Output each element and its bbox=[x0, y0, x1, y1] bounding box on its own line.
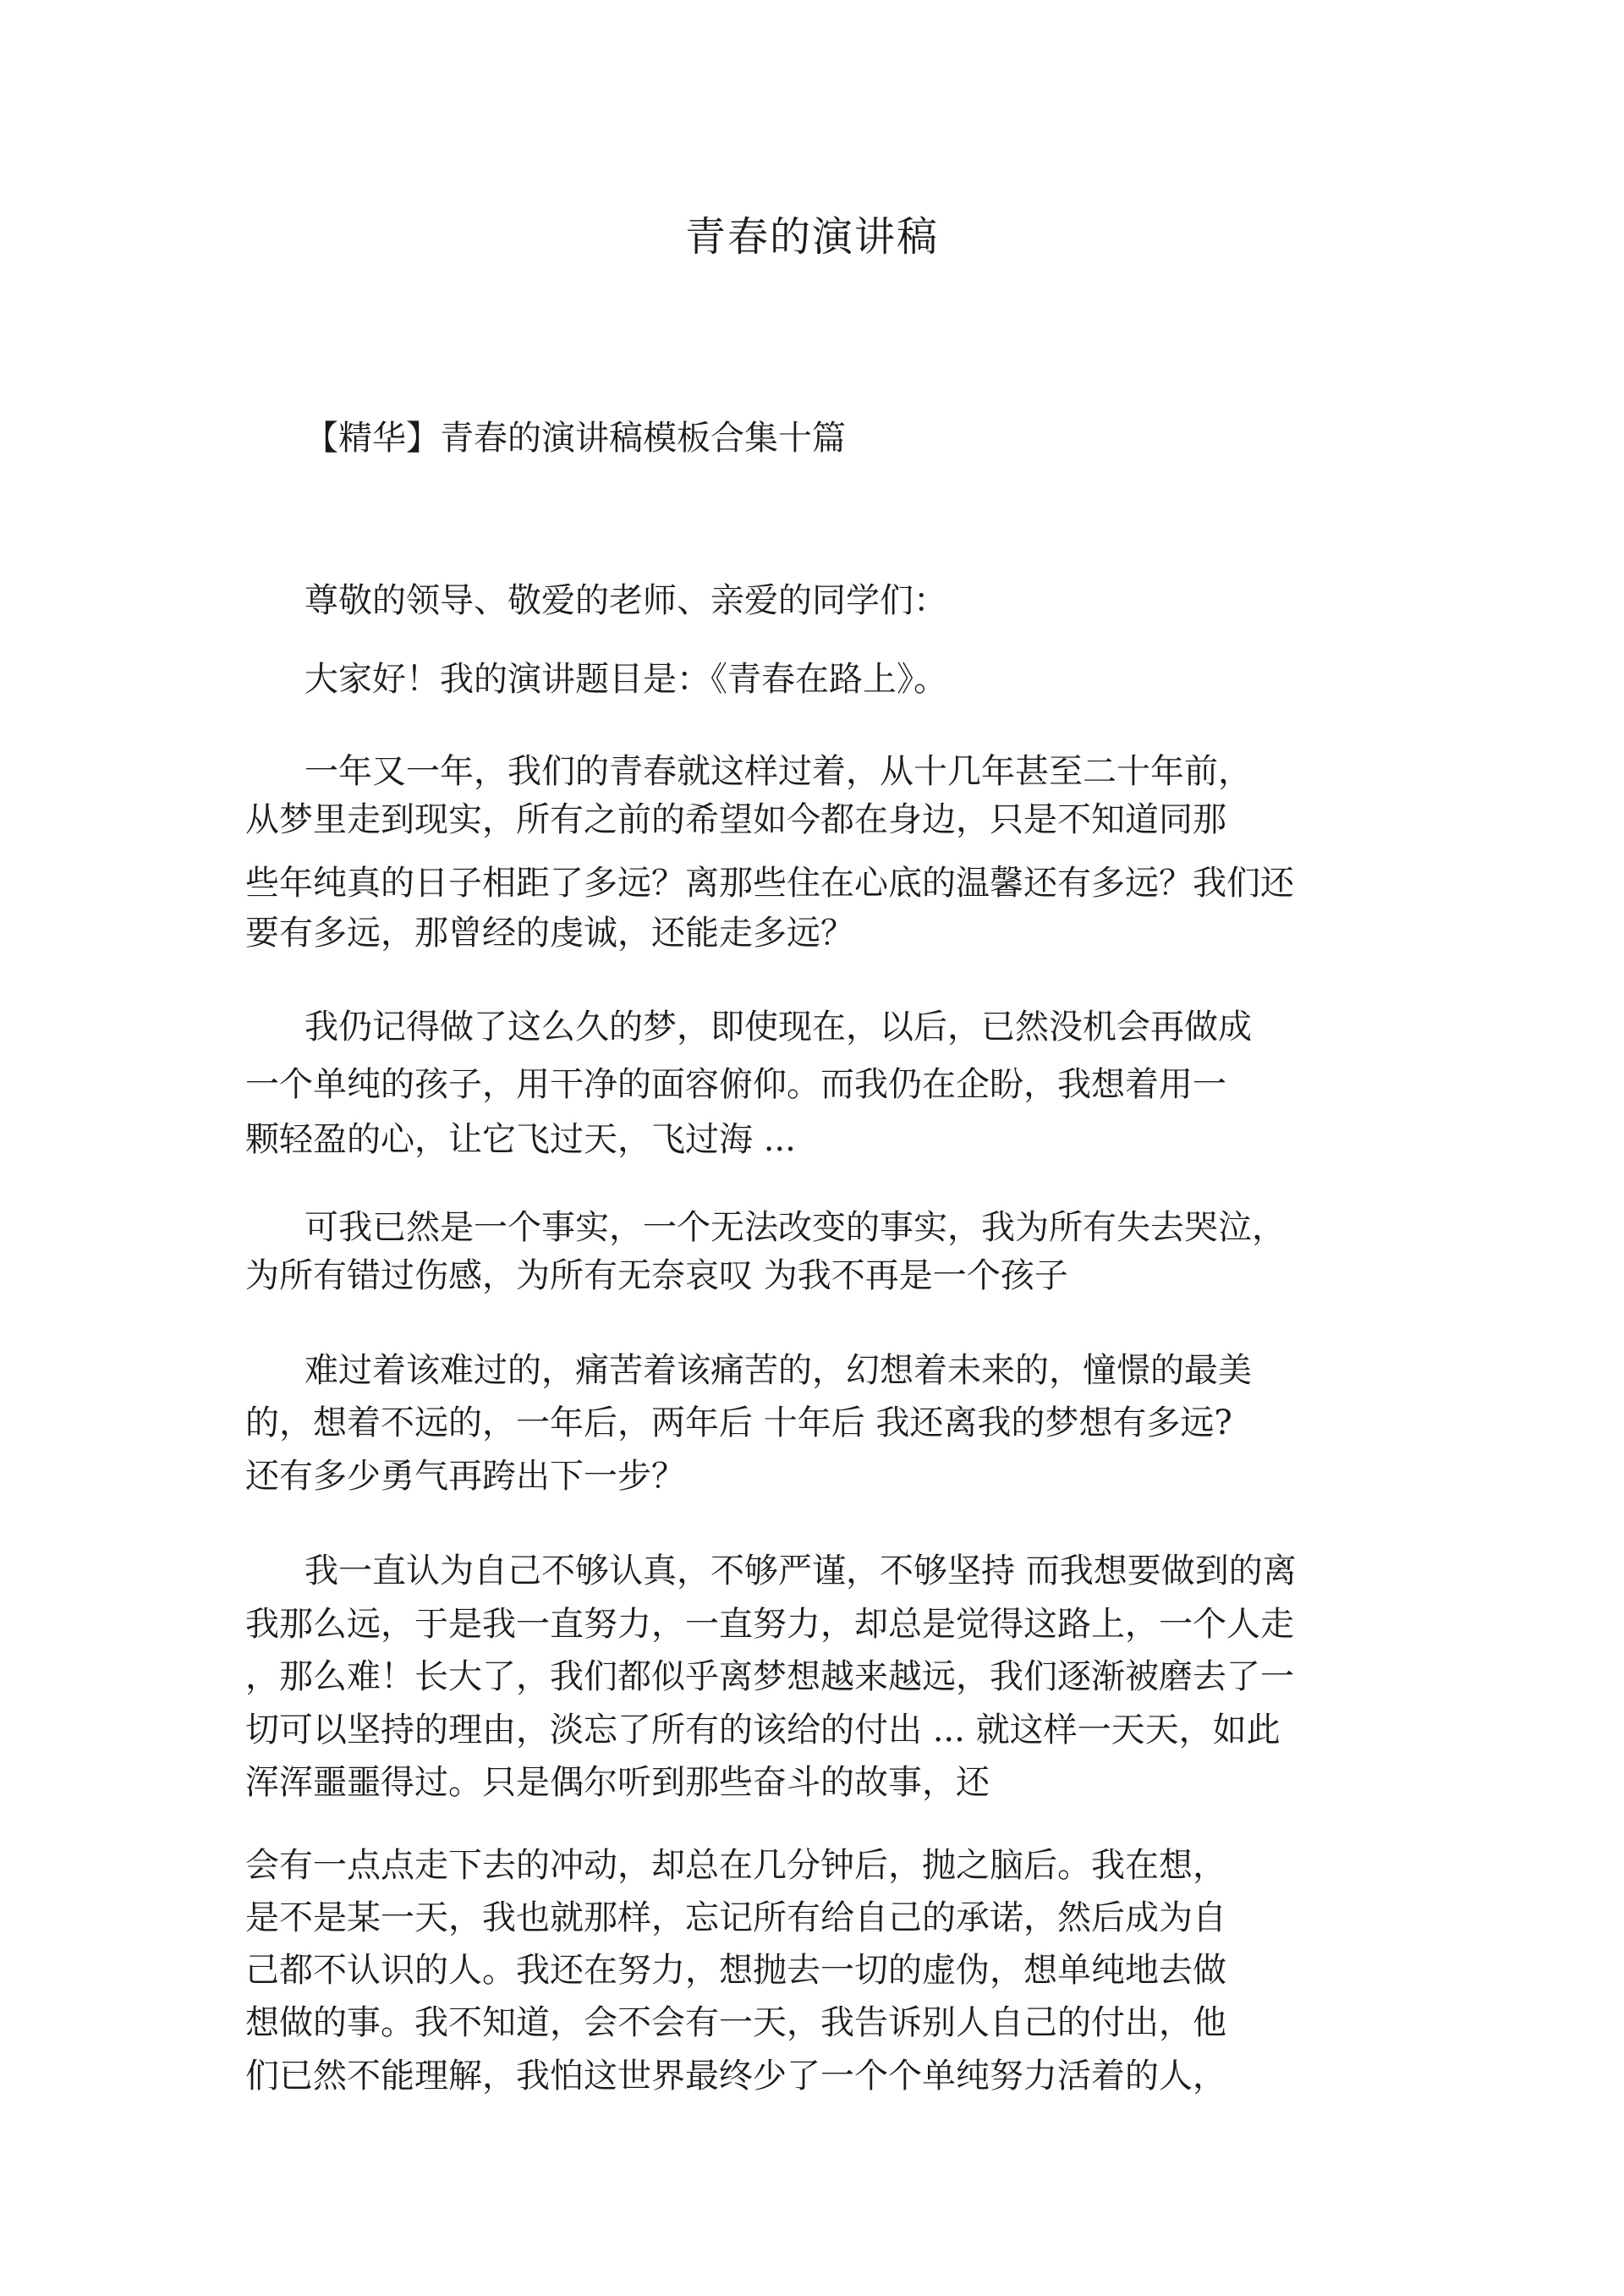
paragraph-line: 为所有错过伤感，为所有无奈哀叹 为我不再是一个孩子 bbox=[245, 1256, 1068, 1295]
paragraph-line: 切可以坚持的理由，淡忘了所有的该给的付出 ... 就这样一天天，如此 bbox=[245, 1711, 1281, 1749]
paragraph-line: 己都不认识的人。我还在努力，想抛去一切的虚伪，想单纯地去做 bbox=[245, 1951, 1226, 1990]
paragraph-line: 我那么远，于是我一直努力，一直努力，却总是觉得这路上，一个人走 bbox=[245, 1605, 1294, 1644]
paragraph-line: 我仍记得做了这么久的梦，即使现在，以后，已然没机会再做成 bbox=[304, 1008, 1252, 1046]
paragraph-line: 可我已然是一个事实，一个无法改变的事实，我为所有失去哭泣， bbox=[304, 1208, 1286, 1247]
greeting-line: 大家好！我的演讲题目是：《青春在路上》。 bbox=[304, 660, 947, 699]
paragraph-line: 颗轻盈的心，让它飞过天，飞过海 ... bbox=[245, 1120, 796, 1159]
paragraph-line: ，那么难！长大了，我们都似乎离梦想越来越远，我们逐渐被磨去了一 bbox=[245, 1657, 1294, 1696]
paragraph-line: 一个单纯的孩子，用干净的面容俯仰。而我仍在企盼，我想着用一 bbox=[245, 1065, 1226, 1104]
paragraph-line: 想做的事。我不知道，会不会有一天，我告诉别人自己的付出，他 bbox=[245, 2003, 1226, 2042]
paragraph-line: 们已然不能理解，我怕这世界最终少了一个个单纯努力活着的人， bbox=[245, 2057, 1226, 2096]
paragraph-line: 浑浑噩噩得过。只是偶尔听到那些奋斗的故事，还 bbox=[245, 1763, 990, 1802]
paragraph-line: 是不是某一天，我也就那样，忘记所有给自己的承诺，然后成为自 bbox=[245, 1898, 1226, 1937]
paragraph-line: 的，想着不远的，一年后，两年后 十年后 我还离我的梦想有多远? bbox=[245, 1403, 1232, 1442]
document-title: 青春的演讲稿 bbox=[684, 213, 939, 261]
paragraph-line: 会有一点点走下去的冲动，却总在几分钟后，抛之脑后。我在想， bbox=[245, 1846, 1226, 1885]
paragraph-line: 要有多远，那曾经的虔诚，还能走多远？ bbox=[245, 914, 854, 953]
document-subtitle: 【精华】青春的演讲稿模板合集十篇 bbox=[304, 419, 846, 458]
paragraph-line: 一年又一年，我们的青春就这样过着，从十几年甚至二十年前， bbox=[304, 752, 1252, 791]
paragraph-line: 我一直认为自己不够认真，不够严谨，不够坚持 而我想要做到的离 bbox=[304, 1552, 1297, 1590]
salutation-line: 尊敬的领导、敬爱的老师、亲爱的同学们： bbox=[304, 581, 947, 620]
paragraph-line: 从梦里走到现实，所有之前的希望如今都在身边，只是不知道同那 bbox=[245, 800, 1226, 839]
paragraph-line: 些年纯真的日子相距了多远？离那些住在心底的温馨还有多远？我们还 bbox=[245, 864, 1294, 903]
paragraph-line: 难过着该难过的，痛苦着该痛苦的，幻想着未来的，憧憬的最美 bbox=[304, 1351, 1252, 1390]
paragraph-line: 还有多少勇气再跨出下一步？ bbox=[245, 1457, 685, 1496]
